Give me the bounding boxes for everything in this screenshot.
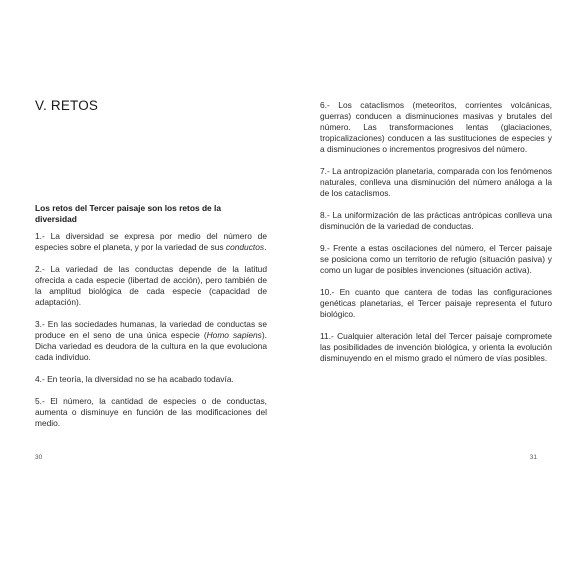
paragraph bbox=[35, 396, 267, 429]
page-number-right: 31 bbox=[529, 454, 537, 461]
paragraph-text: ). Dicha variedad es deudora de la cultura en la que evoluciona cada individuo. bbox=[35, 330, 267, 362]
paragraph-text: 1.- La diversidad se expresa por medio del número de especies sobre el planeta, y por la variedad de sus bbox=[35, 231, 267, 252]
paragraph-text: . bbox=[264, 242, 267, 252]
paragraph-text: 5.- El número, la cantidad de especies o de conductas, aumenta o disminuye en función de las modificaciones del medio. bbox=[35, 396, 267, 428]
paragraph-text: 2.- La variedad de las conductas depende de la latitud ofrecida a cada especie (libertad de acción), pero también de la amplitud biológica de cada especie (capacidad de adaptación). bbox=[35, 264, 267, 307]
left-page-body bbox=[35, 231, 267, 440]
paragraph bbox=[35, 319, 267, 363]
paragraph: 10.- En cuanto que cantera de todas las configuraciones genéticas planetarias, el Tercer paisaje representa el futuro biológico. bbox=[320, 287, 552, 319]
paragraph: 9.- Frente a estas oscilaciones del número, el Tercer paisaje se posiciona como un territorio de refugio (situación pasiva) y como un lugar de posibles invenciones (situación activa). bbox=[320, 243, 552, 275]
paragraph bbox=[35, 374, 267, 385]
right-page-body bbox=[320, 100, 552, 375]
paragraph: 7.- La antropización planetaria, comparada con los fenómenos naturales, conlleva una disminución del número análoga a la de los cataclismos. bbox=[320, 166, 552, 198]
chapter-title: V. RETOS bbox=[35, 98, 99, 113]
paragraph: 6.- Los cataclismos (meteoritos, corrientes volcánicas, guerras) conducen a disminuciones masivas y brutales del número. Las transformaciones lentas (glaciaciones, tropicalizaciones) conducen a las sustituciones de especies y a disminuciones o incrementos progresivos del número. bbox=[320, 100, 552, 154]
paragraph-text: 3.- En las sociedades humanas, la variedad de conductas se produce en el seno de una única especie ( bbox=[35, 319, 267, 340]
section-heading: Los retos del Tercer paisaje son los retos de la diversidad bbox=[35, 203, 222, 224]
paragraph: 11.- Cualquier alteración letal del Tercer paisaje compromete las posibilidades de invención biológica, y orienta la evolución disminuyendo en el mismo grado el número de vías posibles. bbox=[320, 331, 552, 363]
paragraph bbox=[35, 264, 267, 308]
italic-text: Homo sapiens bbox=[206, 330, 262, 340]
paragraph: 8.- La uniformización de las prácticas antrópicas conlleva una disminución de la variedad de conductas. bbox=[320, 210, 552, 231]
page-number-left: 30 bbox=[35, 454, 43, 461]
paragraph-text: 4.- En teoría, la diversidad no se ha acabado todavía. bbox=[35, 374, 234, 384]
paragraph bbox=[35, 231, 267, 253]
italic-text: conductos bbox=[225, 242, 265, 252]
right-page bbox=[285, 0, 570, 570]
